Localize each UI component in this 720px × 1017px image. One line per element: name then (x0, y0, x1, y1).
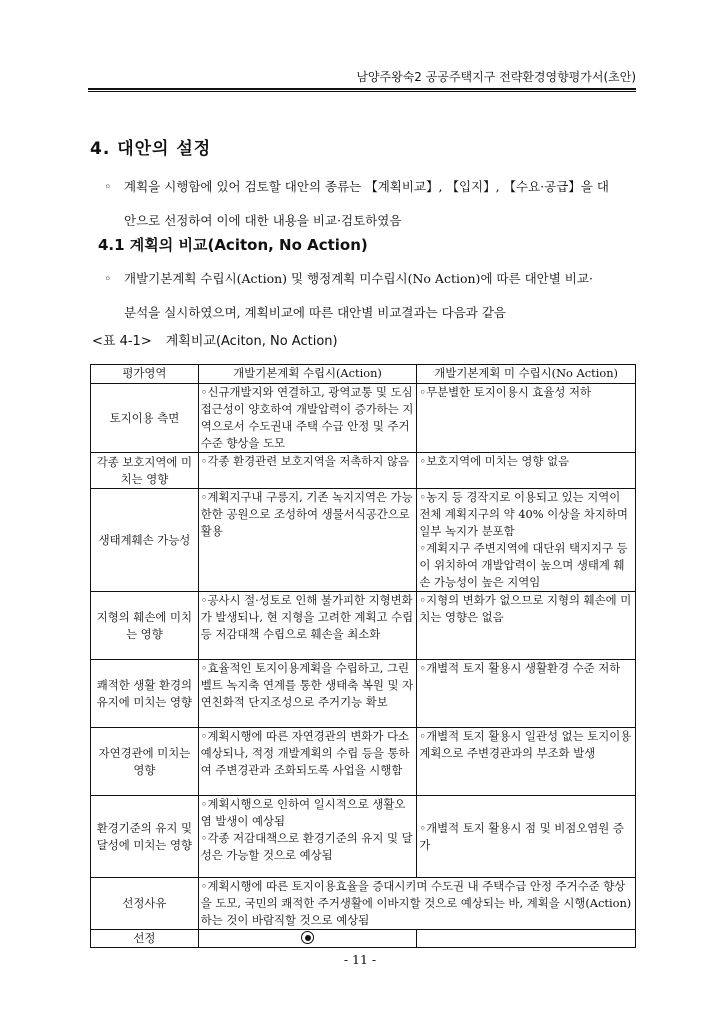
selection-cell-empty (417, 930, 636, 948)
no-action-cell: ◦개별적 토지 활용시 점 및 비점오염원 증가 (417, 796, 636, 878)
action-cell: ◦계획시행으로 인하여 일시적으로 생활오염 발생이 예상됨 ◦각종 저감대책으로 환경기준의 유지 및 달성은 가능할 것으로 예상됨 (198, 796, 417, 878)
column-header: 평가영역 (91, 365, 199, 384)
intro-line-2: 안으로 선정하여 이에 대한 내용을 비교·검토하였음 (124, 213, 402, 228)
section-line-1: 개발기본계획 수립시(Action) 및 행정계획 미수립시(No Action)에 따른 대안별 비교· (124, 271, 593, 286)
category-cell: 생태계훼손 가능성 (91, 489, 199, 592)
category-cell: 쾌적한 생활 환경의 유지에 미치는 영향 (91, 660, 199, 728)
header-rule (88, 88, 636, 92)
comparison-table (90, 364, 636, 948)
category-cell: 토지이용 측면 (91, 384, 199, 453)
category-cell: 환경기준의 유지 및 달성에 미치는 영향 (91, 796, 199, 878)
column-header: 개발기본계획 수립시(Action) (198, 365, 417, 384)
document-header: 남양주왕숙2 공공주택지구 전략환경영향평가서(초안) (356, 70, 636, 84)
action-cell: ◦계획시행에 따른 자연경관의 변화가 다소 예상되나, 적정 개발계획의 수립 등을 통하여 주변경관과 조화되도록 사업을 시행함 (198, 728, 417, 796)
selected-circle-icon (301, 931, 314, 944)
action-cell: ◦계획지구내 구릉지, 기존 녹지지역은 가능한한 공원으로 조성하여 생물서식공간으로 활용 (198, 489, 417, 592)
action-cell: ◦각종 환경관련 보호지역을 저촉하지 않음 (198, 453, 417, 489)
bullet: ◦ (104, 179, 112, 194)
table-row (91, 660, 636, 728)
table-header-row (91, 365, 636, 384)
action-cell: ◦공사시 절·성토로 인해 불가피한 지형변화가 발생되나, 현 지형을 고려한 계획고 수립 등 저감대책 수립으로 훼손을 최소화 (198, 592, 417, 660)
action-cell: ◦신규개발지와 연결하고, 광역교통 및 도심 접근성이 양호하여 개발압력이 증가하는 지역으로서 수도권내 주택 수급 안정 및 주거수준 향상을 도모 (198, 384, 417, 453)
category-cell: 각종 보호지역에 미치는 영향 (91, 453, 199, 489)
no-action-cell: ◦농지 등 경작지로 이용되고 있는 지역이 전체 계획지구의 약 40% 이상을 차지하며 일부 녹지가 분포함 ◦계획지구 주변지역에 대단위 택지지구 등이 위치하여 개발압력이 높으며 생태계 훼손 가능성이 높은 지역임 (417, 489, 636, 592)
table-row (91, 384, 636, 453)
reason-cell: ◦계획시행에 따른 토지이용효율을 증대시키며 수도권 내 주택수급 안정 주거수준 향상을 도모, 국민의 쾌적한 주거생활에 이바지할 것으로 예상되는 바, 계획을 시행(Action)하는 것이 바람직할 것으로 예상됨 (198, 878, 635, 930)
table-row (91, 592, 636, 660)
action-cell: ◦효율적인 토지이용계획을 수립하고, 그린벨트 녹지축 연계를 통한 생태축 복원 및 자연친화적 단지조성으로 주거기능 확보 (198, 660, 417, 728)
no-action-cell: ◦무분별한 토지이용시 효율성 저하 (417, 384, 636, 453)
chapter-title: 4. 대안의 설정 (90, 139, 212, 159)
category-cell: 선정사유 (91, 878, 199, 930)
section-paragraph (104, 262, 638, 330)
table-row (91, 728, 636, 796)
table-row (91, 453, 636, 489)
table-row (91, 489, 636, 592)
category-cell: 선정 (91, 930, 199, 948)
page-number: - 11 - (343, 952, 377, 967)
table-caption (92, 330, 338, 349)
bullet: ◦ (104, 271, 112, 286)
no-action-cell: ◦지형의 변화가 없으므로 지형의 훼손에 미치는 영향은 없음 (417, 592, 636, 660)
section-line-2: 분석을 실시하였으며, 계획비교에 따른 대안별 비교결과는 다음과 같음 (124, 305, 506, 320)
column-header: 개발기본계획 미 수립시(No Action) (417, 365, 636, 384)
no-action-cell: ◦개별적 토지 활용시 생활환경 수준 저하 (417, 660, 636, 728)
category-cell: 자연경관에 미치는 영향 (91, 728, 199, 796)
table-row-selection (91, 930, 636, 948)
no-action-cell: ◦보호지역에 미치는 영향 없음 (417, 453, 636, 489)
selection-cell (198, 930, 417, 948)
table-caption-title: 계획비교(Aciton, No Action) (165, 334, 338, 349)
intro-paragraph (104, 170, 638, 238)
no-action-cell: ◦개별적 토지 활용시 일관성 없는 토지이용계획으로 주변경관과의 부조화 발생 (417, 728, 636, 796)
table-row-reason (91, 878, 636, 930)
category-cell: 지형의 훼손에 미치는 영향 (91, 592, 199, 660)
intro-line-1: 계획을 시행함에 있어 검토할 대안의 종류는 【계획비교】, 【입지】, 【수요·공급】을 대 (124, 179, 609, 194)
table-row (91, 796, 636, 878)
table-caption-tag: <표 4-1> (92, 334, 152, 349)
section-title: 4.1 계획의 비교(Aciton, No Action) (98, 236, 368, 254)
